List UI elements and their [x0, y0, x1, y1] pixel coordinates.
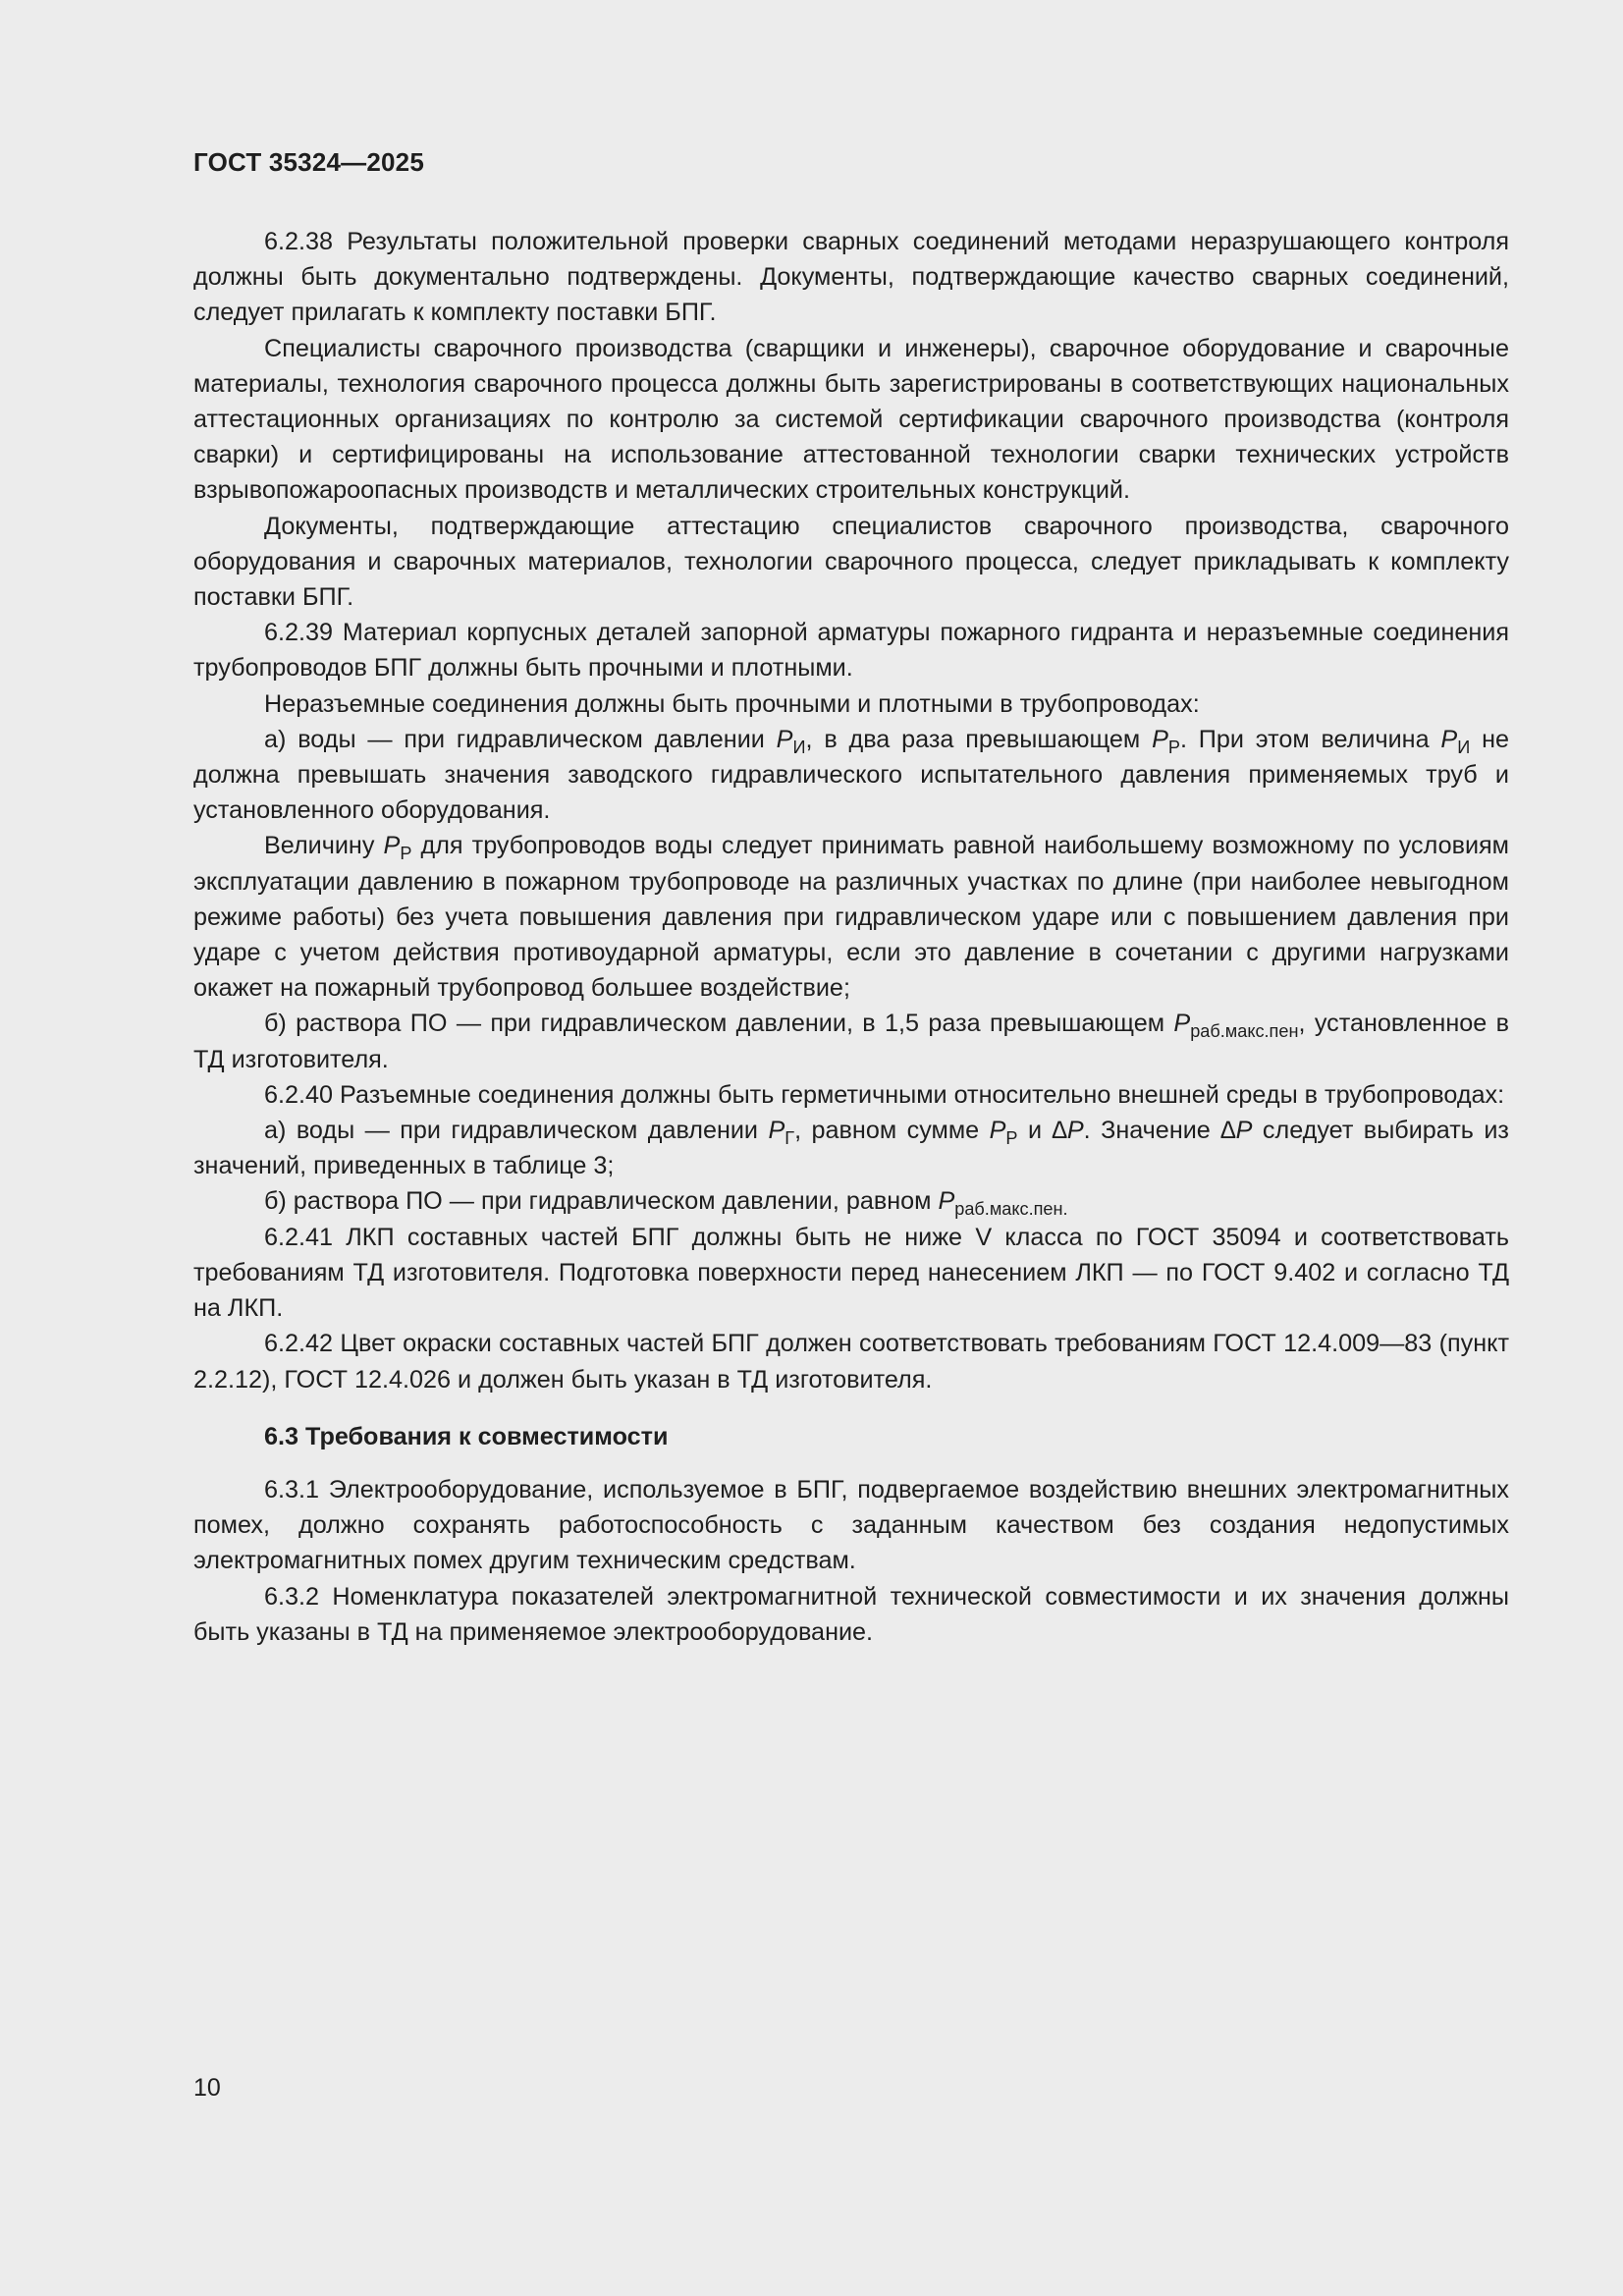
subscript: Р — [1167, 737, 1180, 757]
symbol: P — [989, 1117, 1006, 1145]
subscript: И — [1457, 737, 1471, 757]
text-run: . При этом величина — [1179, 725, 1441, 753]
section-heading-6-3: 6.3 Требования к совместимости — [264, 1422, 669, 1450]
paragraph-6-2-42: 6.2.42 Цвет окраски составных частей БПГ должен соответствовать требованиям ГОСТ 12.4.009—83 (пункт 2.2.12), ГОСТ 12.4.026 и должен быть указан в ТД изготовителя. — [193, 1330, 1509, 1394]
text-run: Величину — [264, 832, 384, 860]
document-id-header: ГОСТ 35324—2025 — [193, 147, 424, 177]
page-number: 10 — [193, 2074, 221, 2102]
symbol: P — [768, 1117, 785, 1145]
symbol: ∆P — [1220, 1117, 1253, 1145]
symbol: ∆P — [1052, 1117, 1084, 1145]
paragraph-permanent-joints: Неразъемные соединения должны быть прочными и плотными в трубопроводах: — [264, 689, 1200, 718]
symbol: P — [1440, 725, 1458, 753]
text-run: следует выбирать из значений, приведенных в таблице 3; — [193, 1117, 1509, 1180]
text-run: , установленное в ТД изготовителя. — [193, 1010, 1509, 1073]
paragraph-6-2-41: 6.2.41 ЛКП составных частей БПГ должны быть не ниже V класса по ГОСТ 35094 и соответствовать требованиям ТД изготовителя. Подготовка поверхности перед нанесением ЛКП — по ГОСТ 9.402 и согласно ТД на ЛКП. — [193, 1223, 1509, 1323]
paragraph-welding-specialists: Специалисты сварочного производства (сварщики и инженеры), сварочное оборудование и сварочные материалы, технология сварочного процесса должны быть зарегистрированы в соответствующих национальных аттестационных организациях по контролю за системой сертификации сварочного производства (контроля сварки) и сертифицированы на использование аттестованной технологии сварки технических устройств взрывопожароопасных производств и металлических строительных конструкций. — [193, 334, 1509, 505]
paragraph-6-2-38: 6.2.38 Результаты положительной проверки сварных соединений методами неразрушающего контроля должны быть документально подтверждены. Документы, подтверждающие качество сварных соединений, следует прилагать к комплекту поставки БПГ. — [193, 228, 1509, 327]
paragraph-6-3-1: 6.3.1 Электрооборудование, используемое в БПГ, подвергаемое воздействию внешних электромагнитных помех, должно сохранять работоспособность с заданным качеством без создания недопустимых электромагнитных помех другим техническим средствам. — [193, 1475, 1509, 1575]
symbol: P — [938, 1187, 955, 1216]
paragraph-6-2-39: 6.2.39 Материал корпусных деталей запорной арматуры пожарного гидранта и неразъемные соединения трубопроводов БПГ должны быть прочными и плотными. — [193, 619, 1509, 683]
symbol: P — [383, 832, 401, 860]
text-run: и — [1017, 1117, 1053, 1145]
list-item-b-foam — [193, 1006, 1509, 1076]
symbol: P — [1173, 1010, 1191, 1038]
paragraph-6-3-2: 6.3.2 Номенклатура показателей электромагнитной технической совместимости и их значения должны быть указаны в ТД на применяемое электрооборудование. — [193, 1582, 1509, 1646]
subscript: раб.макс.пен. — [954, 1199, 1068, 1220]
document-body — [193, 224, 1509, 1650]
subscript: Р — [1005, 1128, 1018, 1149]
list-item-b-foam-detachable — [193, 1183, 1509, 1219]
text-run: не должна превышать значения заводского гидравлического испытательного давления применяемых труб и установленного оборудования. — [193, 725, 1509, 825]
subscript: раб.макс.пен — [1190, 1021, 1299, 1042]
text-run: б) раствора ПО — при гидравлическом давлении, равном — [264, 1187, 939, 1216]
paragraph-pr-value — [193, 828, 1509, 1006]
list-item-a-water-detachable — [193, 1113, 1509, 1183]
text-run: б) раствора ПО — при гидравлическом давлении, в 1,5 раза превышающем — [264, 1010, 1174, 1038]
list-item-a-water — [193, 722, 1509, 829]
symbol: P — [1152, 725, 1168, 753]
text-run: а) воды — при гидравлическом давлении — [264, 725, 777, 753]
text-run: , равном сумме — [794, 1117, 990, 1145]
paragraph-6-2-40: 6.2.40 Разъемные соединения должны быть герметичными относительно внешней среды в трубопроводах: — [264, 1080, 1505, 1109]
subscript: Р — [400, 844, 412, 864]
text-run: . Значение — [1083, 1117, 1221, 1145]
paragraph-attestation-documents: Документы, подтверждающие аттестацию специалистов сварочного производства, сварочного оборудования и сварочных материалов, технологии сварочного процесса, следует прикладывать к комплекту поставки БПГ. — [193, 512, 1509, 612]
text-run: , в два раза превышающем — [805, 725, 1153, 753]
text-run: для трубопроводов воды следует принимать равной наибольшему возможному по условиям эксплуатации давлению в пожарном трубопроводе на различных участках по длине (при наиболее невыгодном режиме работы) без учета повышения давления при гидравлическом ударе или с повышением давления при ударе с учетом действия противоударной арматуры, если это давление в сочетании с другими нагрузками окажет на пожарный трубопровод большее воздействие; — [193, 832, 1509, 1003]
subscript: И — [792, 737, 806, 757]
text-run: а) воды — при гидравлическом давлении — [264, 1117, 769, 1145]
subscript: Г — [784, 1128, 795, 1149]
symbol: P — [776, 725, 793, 753]
